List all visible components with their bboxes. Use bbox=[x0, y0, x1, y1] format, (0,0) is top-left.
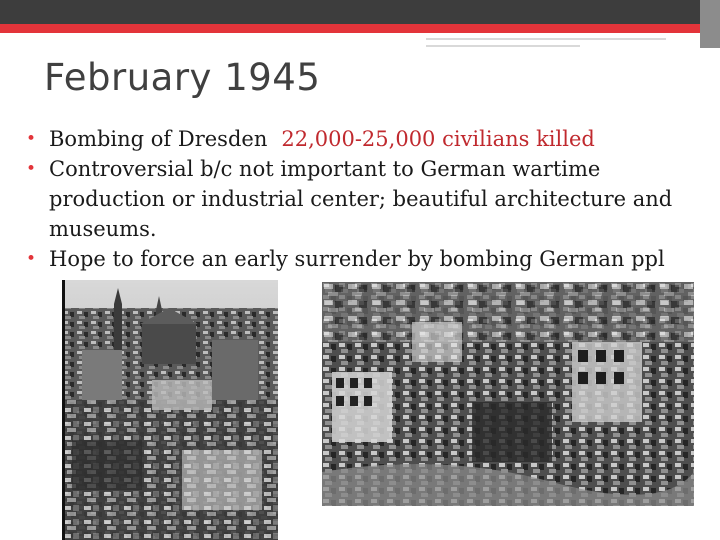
bullet-text: Hope to force an early surrender by bombing German ppl bbox=[49, 247, 665, 271]
bullet-text: Controversial b/c not important to German wartime production or industrial center; beautiful architecture and museums. bbox=[49, 157, 673, 241]
bullet-item bbox=[26, 244, 690, 274]
bullet-icon: • bbox=[26, 129, 37, 149]
header-accent-line-1 bbox=[426, 38, 666, 40]
bullet-item bbox=[26, 154, 690, 244]
bullet-icon: • bbox=[26, 159, 37, 179]
photo-dresden-ruins-right-image bbox=[322, 282, 694, 506]
photo-dresden-ruins-left-image bbox=[62, 280, 278, 540]
bullet-text: Bombing of Dresden bbox=[49, 127, 268, 151]
photo-dresden-ruins-right bbox=[322, 282, 694, 506]
bullet-icon: • bbox=[26, 249, 37, 269]
header-accent-line-2 bbox=[426, 45, 580, 47]
header-band-red bbox=[0, 24, 720, 33]
bullet-list bbox=[26, 124, 690, 274]
bullet-item bbox=[26, 124, 690, 154]
slide-title: February 1945 bbox=[44, 56, 321, 99]
bullet-highlight-text: 22,000-25,000 civilians killed bbox=[281, 127, 595, 151]
header-band-dark bbox=[0, 0, 720, 24]
photo-dresden-ruins-left bbox=[62, 280, 278, 540]
header-corner-tab bbox=[700, 0, 720, 48]
